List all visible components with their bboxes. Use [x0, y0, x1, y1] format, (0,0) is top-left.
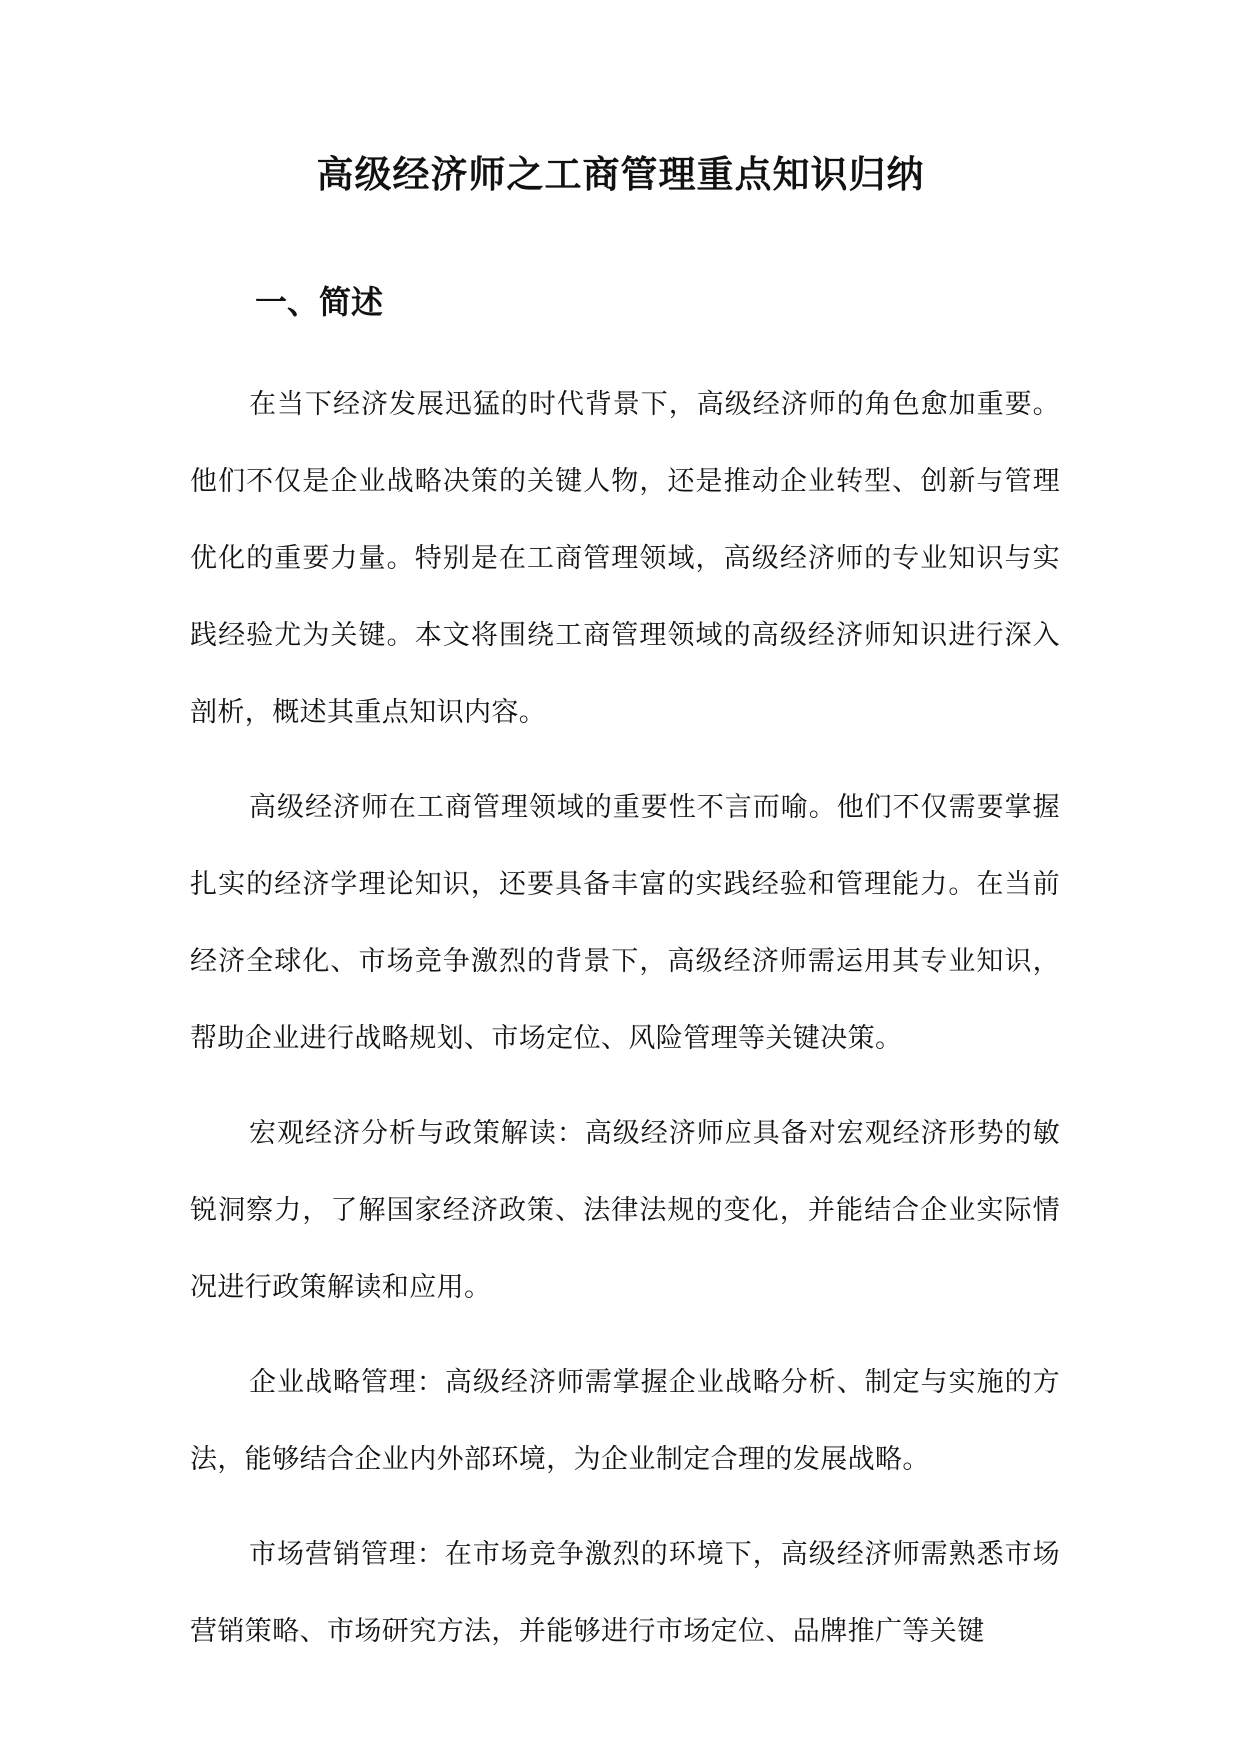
section-heading: 一、简述 [255, 283, 384, 321]
document-body [190, 366, 1060, 1688]
paragraph: 宏观经济分析与政策解读：高级经济师应具备对宏观经济形势的敏锐洞察力，了解国家经济政策、法律法规的变化，并能结合企业实际情况进行政策解读和应用。 [190, 1118, 1060, 1303]
paragraph: 高级经济师在工商管理领域的重要性不言而喻。他们不仅需要掌握扎实的经济学理论知识，还要具备丰富的实践经验和管理能力。在当前经济全球化、市场竞争激烈的背景下，高级经济师需运用其专业知识，帮助企业进行战略规划、市场定位、风险管理等关键决策。 [190, 792, 1060, 1054]
document-title: 高级经济师之工商管理重点知识归纳 [316, 152, 925, 196]
paragraph: 企业战略管理：高级经济师需掌握企业战略分析、制定与实施的方法，能够结合企业内外部环境，为企业制定合理的发展战略。 [190, 1367, 1060, 1475]
paragraph: 市场营销管理：在市场竞争激烈的环境下，高级经济师需熟悉市场营销策略、市场研究方法，并能够进行市场定位、品牌推广等关键 [190, 1539, 1060, 1647]
paragraph: 在当下经济发展迅猛的时代背景下，高级经济师的角色愈加重要。他们不仅是企业战略决策的关键人物，还是推动企业转型、创新与管理优化的重要力量。特别是在工商管理领域，高级经济师的专业知识与实践经验尤为关键。本文将围绕工商管理领域的高级经济师知识进行深入剖析，概述其重点知识内容。 [190, 389, 1060, 728]
